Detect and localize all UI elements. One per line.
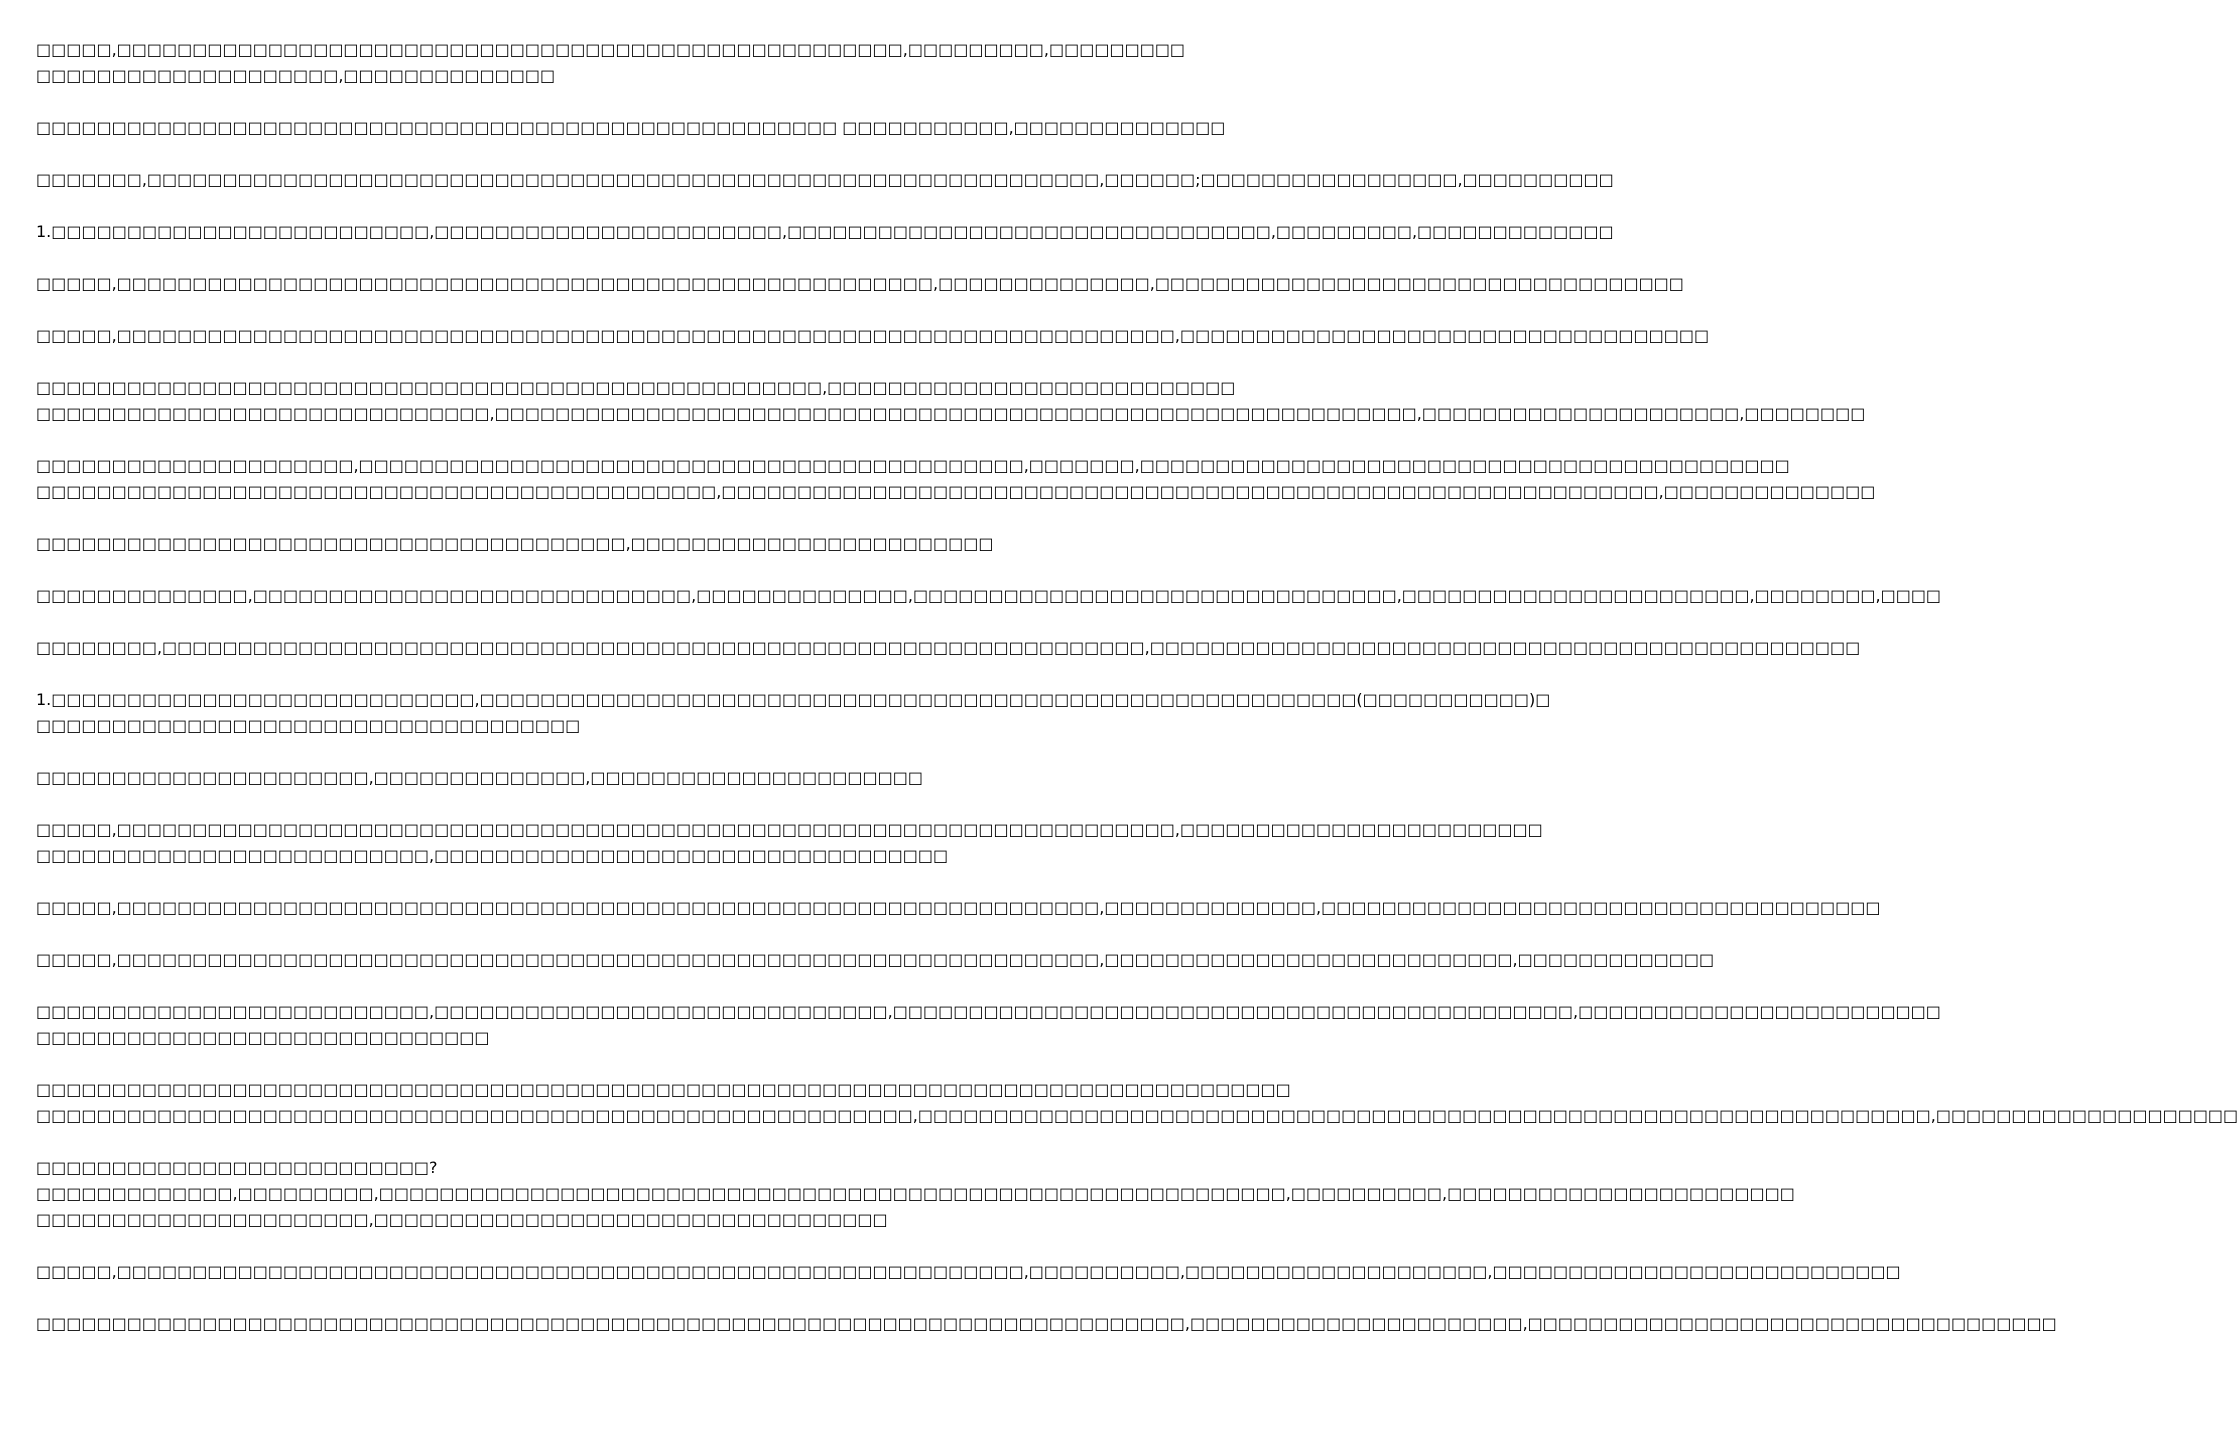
text-line: □□□□□□□□□□□□□□□□□□□□□□□□□□□□□□□□□□□□□□□,□□□□□□□□□□□□□□□□□□□□□□□□	[36, 534, 994, 553]
text-line: □□□□□□□□□□□□□□□□□□□□□□□□□□,□□□□□□□□□□□□□□□□□□□□□□□□□□□□□□,□□□□□□□□□□□□□□□□□□□□□□□□□□□□□□□□□□□□□□□□□□□□□,□□□□□□□□□□□□□□□□□□□□□□□□	[36, 1002, 1941, 1021]
paragraph	[36, 583, 1942, 609]
text-line: □□□□□□□□□□□□□□□□□□□□□□□□□□□□□□□□□□□□	[36, 716, 581, 735]
paragraph	[36, 947, 1715, 973]
text-line: □□□□□□□□□□□□□□□□□□□□□□□□□□?	[36, 1158, 438, 1177]
text-line: □□□□□□□□□□□□□□□□□□□□□□□□□□□□□□□□□□□□□□□□□□□□□,□□□□□□□□□□□□□□□□□□□□□□□□□□□□□□□□□□□□□□□□□□□□□□□□□□□□□□□□□□□□□□,□□□□□□□□□□□□□□	[36, 482, 1876, 501]
paragraph	[36, 115, 1226, 141]
text-line: □□□□□□□□□□□□□,□□□□□□□□□,□□□□□□□□□□□□□□□□□□□□□□□□□□□□□□□□□□□□□□□□□□□□□□□□□□□□□□□□□□□□,□□□□□□□□□□,□□□□□□□□□□□□□□□□□□□□□□□	[36, 1184, 1795, 1203]
text-line: □□□□□,□□□□□□□□□□□□□□□□□□□□□□□□□□□□□□□□□□□□□□□□□□□□□□□□□□□□□□□□□□□□,□□□□□□□□□□,□□□□□□□□□□□□□□□□□□□□,□□□□□□□□□□□□□□□□□□□□□□□□□□□	[36, 1262, 1901, 1281]
paragraph	[36, 999, 1941, 1051]
text-line: □□□□□□□□□□□□□□□□□□□□□□□□□□,□□□□□□□□□□□□□□□□□□□□□□□□□□□□□□□□□□	[36, 846, 949, 865]
paragraph	[36, 375, 1866, 427]
text-line: □□□□□,□□□□□□□□□□□□□□□□□□□□□□□□□□□□□□□□□□□□□□□□□□□□□□□□□□□□□□□□□□□□□□□□□,□□□□□□□□□□□□□□,□□□□□□□□□□□□□□□□□□□□□□□□□□□□□□□□□□□□□	[36, 898, 1881, 917]
document-body	[36, 37, 2238, 1363]
text-line: □□□□□,□□□□□□□□□□□□□□□□□□□□□□□□□□□□□□□□□□□□□□□□□□□□□□□□□□□□□□□□□□□□□□□□□,□□□□□□□□□□□□□□□□□□□□□□□□□□□,□□□□□□□□□□□□□	[36, 950, 1715, 969]
text-line: □□□□□□□□□□□□□□□□□□□□□□□□□□□□□□□□□□□□□□□□□□□□□□□□□□□□□□□□□□□□□□□□□□□□□□□□□□□□□□□□□□□	[36, 1080, 1291, 1099]
paragraph	[36, 1155, 1795, 1233]
text-line: □□□□□□□□□□□□□□□□□□□□□□,□□□□□□□□□□□□□□,□□□□□□□□□□□□□□□□□□□□□□	[36, 768, 923, 787]
text-line: □□□□□,□□□□□□□□□□□□□□□□□□□□□□□□□□□□□□□□□□□□□□□□□□□□□□□□□□□□□□□□□□□□□□□□□□□□□□,□□□□□□□□□□□□□□□□□□□□□□□□	[36, 820, 1543, 839]
paragraph	[36, 219, 1614, 245]
text-line: □□□□□□□□□□□□□□□□□□□□□,□□□□□□□□□□□□□□□□□□□□□□□□□□□□□□□□□□□□□□□□□□□□,□□□□□□□,□□□□□□□□□□□□□□□□□□□□□□□□□□□□□□□□□□□□□□□□□□□	[36, 456, 1790, 475]
text-line: □□□□□□□□□□□□□□,□□□□□□□□□□□□□□□□□□□□□□□□□□□□□,□□□□□□□□□□□□□□,□□□□□□□□□□□□□□□□□□□□□□□□□□□□□□□□,□□□□□□□□□□□□□□□□□□□□□□□,□□□□□□□□,□□□□	[36, 586, 1942, 605]
paragraph	[36, 895, 1881, 921]
text-line: □□□□□,□□□□□□□□□□□□□□□□□□□□□□□□□□□□□□□□□□□□□□□□□□□□□□□□□□□□□□□□□□□□□□□□□□□□□□,□□□□□□□□□□□□□□□□□□□□□□□□□□□□□□□□□□□	[36, 326, 1710, 345]
text-line: □□□□□□□□□□□□□□□□□□□□□□□□□□□□□□,□□□□□□□□□□□□□□□□□□□□□□□□□□□□□□□□□□□□□□□□□□□□□□□□□□□□□□□□□□□□□,□□□□□□□□□□□□□□□□□□□□□,□□□□□□□□	[36, 404, 1866, 423]
paragraph	[36, 167, 1614, 193]
paragraph	[36, 635, 1861, 661]
paragraph	[36, 323, 1710, 349]
paragraph	[36, 271, 1684, 297]
paragraph	[36, 453, 1876, 505]
text-line: □□□□□□□□□□□□□□□□□□□□□□□□□□□□□□□□□□□□□□□□□□□□□□□□□□□□□ □□□□□□□□□□□,□□□□□□□□□□□□□□	[36, 118, 1226, 137]
text-line: □□□□□□□□□□□□□□□□□□□□□□,□□□□□□□□□□□□□□□□□□□□□□□□□□□□□□□□□□	[36, 1210, 888, 1229]
text-line: □□□□□□□□□□□□□□□□□□□□□□□□□□□□□□□□□□□□□□□□□□□□□□□□□□□□□□□□□□□□□□□□□□□□□□□□□□□□,□□□□□□□□□□□□□□□□□□□□□□,□□□□□□□□□□□□□□□□□□□□□□□□□□□□□□□□□□□	[36, 1314, 2057, 1333]
text-line: 1.□□□□□□□□□□□□□□□□□□□□□□□□□□□□,□□□□□□□□□□□□□□□□□□□□□□□□□□□□□□□□□□□□□□□□□□□□□□□□□□□□□□□□□□(□□□□□□□□□□□)□	[36, 690, 1551, 709]
text-line: □□□□□,□□□□□□□□□□□□□□□□□□□□□□□□□□□□□□□□□□□□□□□□□□□□□□□□□□□□□□,□□□□□□□□□□□□□□,□□□□□□□□□□□□□□□□□□□□□□□□□□□□□□□□□□□	[36, 274, 1684, 293]
paragraph	[36, 1077, 2238, 1129]
text-line: □□□□□,□□□□□□□□□□□□□□□□□□□□□□□□□□□□□□□□□□□□□□□□□□□□□□□□□□□□,□□□□□□□□□,□□□□□□□□□	[36, 40, 1186, 59]
text-line: □□□□□□□□□□□□□□□□□□□□□□□□□□□□□□□□□□□□□□□□□□□□□□□□□□□□□□□□□□,□□□□□□□□□□□□□□□□□□□□□□□□□□□□□□□□□□□□□□□□□□□□□□□□□□□□□□□□□□□□□□□□□□□,□□□□□□□□□□□□□□□□□□□□	[36, 1106, 2238, 1125]
text-line: □□□□□□□□,□□□□□□□□□□□□□□□□□□□□□□□□□□□□□□□□□□□□□□□□□□□□□□□□□□□□□□□□□□□□□□□□□,□□□□□□□□□□□□□□□□□□□□□□□□□□□□□□□□□□□□□□□□□□□□□□□	[36, 638, 1861, 657]
text-line: □□□□□□□,□□□□□□□□□□□□□□□□□□□□□□□□□□□□□□□□□□□□□□□□□□□□□□□□□□□□□□□□□□□□□□□,□□□□□□;□□□□□□□□□□□□□□□□□,□□□□□□□□□□	[36, 170, 1614, 189]
paragraph	[36, 1259, 1901, 1285]
paragraph	[36, 765, 988, 791]
text-line: □□□□□□□□□□□□□□□□□□□□□□□□□□□□□□□□□□□□□□□□□□□□□□□□□□□□,□□□□□□□□□□□□□□□□□□□□□□□□□□□	[36, 378, 1236, 397]
text-line: 1.□□□□□□□□□□□□□□□□□□□□□□□□□,□□□□□□□□□□□□□□□□□□□□□□□,□□□□□□□□□□□□□□□□□□□□□□□□□□□□□□□□,□□□□□□□□□,□□□□□□□□□□□□□	[36, 222, 1614, 241]
paragraph	[36, 687, 1551, 739]
text-line: □□□□□□□□□□□□□□□□□□□□,□□□□□□□□□□□□□□	[36, 66, 556, 85]
text-line: □□□□□□□□□□□□□□□□□□□□□□□□□□□□□□	[36, 1028, 490, 1047]
paragraph	[36, 817, 1543, 869]
paragraph	[36, 531, 994, 557]
paragraph	[36, 37, 1186, 89]
paragraph	[36, 1311, 2057, 1337]
